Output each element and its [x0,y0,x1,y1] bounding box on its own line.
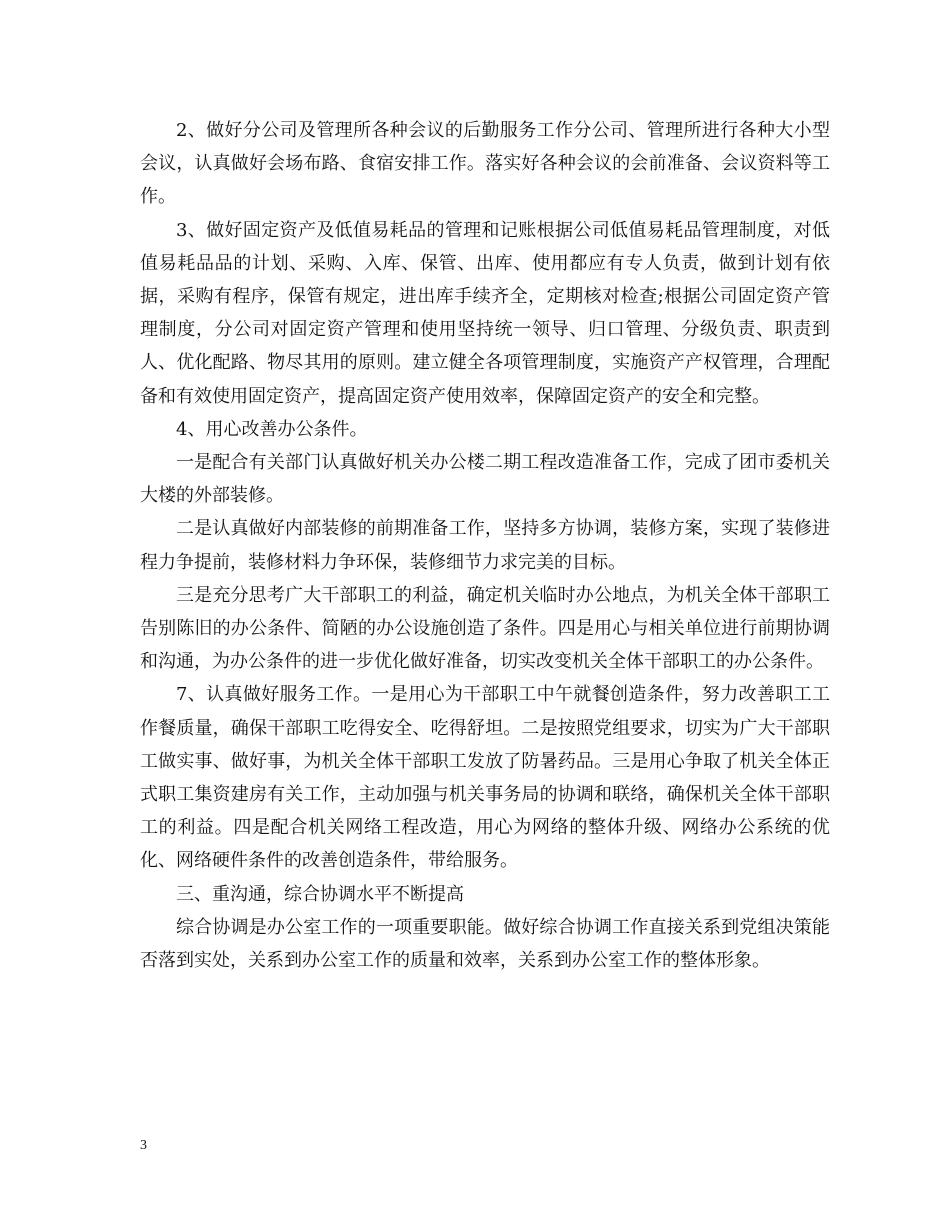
paragraph-coordination: 综合协调是办公室工作的一项重要职能。做好综合协调工作直接关系到党组决策能否落到实处，关系到办公室工作的质量和效率，关系到办公室工作的整体形象。 [140,916,830,972]
paragraph-fixed-assets: 3、做好固定资产及低值易耗品的管理和记账根据公司低值易耗品管理制度，对低值易耗品品的计划、采购、入库、保管、出库、使用都应有专人负责，做到计划有依据，采购有程序，保管有规定，进出库手续齐全，定期核对检查;根据公司固定资产管理制度，分公司对固定资产管理和使用坚持统一领导、归口管理、分级负责、职责到人、优化配路、物尽其用的原则。建立健全各项管理制度，实施资产产权管理，合理配备和有效使用固定资产，提高固定资产使用效率，保障固定资产的安全和完整。 [140,219,830,407]
paragraph-interior-decoration: 二是认真做好内部装修的前期准备工作，坚持多方协调，装修方案，实现了装修进程力争提前，装修材料力争环保，装修细节力求完美的目标。 [140,518,830,573]
paragraph-service-work: 7、认真做好服务工作。一是用心为干部职工中午就餐创造条件，努力改善职工工作餐质量，确保干部职工吃得安全、吃得舒坦。二是按照党组要求，切实为广大干部职工做实事、做好事，为机关全体干部职工发放了防暑药品。三是用心争取了机关全体正式职工集资建房有关工作，主动加强与机关事务局的协调和联络，确保机关全体干部职工的利益。四是配合机关网络工程改造，用心为网络的整体升级、网络办公系统的优化、网络硬件条件的改善创造条件，带给服务。 [140,684,830,872]
section-heading-communication: 三、重沟通，综合协调水平不断提高 [176,883,464,905]
paragraph-meetings: 2、做好分公司及管理所各种会议的后勤服务工作分公司、管理所进行各种大小型会议，认真做好会场布路、食宿安排工作。落实好各种会议的会前准备、会议资料等工作。 [140,120,830,208]
page-number: 3 [140,1138,147,1153]
paragraph-building-renovation: 一是配合有关部门认真做好机关办公楼二期工程改造准备工作，完成了团市委机关大楼的外部装修。 [140,452,830,507]
paragraph-staff-interests: 三是充分思考广大干部职工的利益，确定机关临时办公地点，为机关全体干部职工告别陈旧的办公条件、简陋的办公设施创造了条件。四是用心与相关单位进行前期协调和沟通，为办公条件的进一步优化做好准备，切实改变机关全体干部职工的办公条件。 [140,584,830,673]
document-body [140,114,830,977]
paragraph-office-conditions-heading: 4、用心改善办公条件。 [176,418,368,440]
